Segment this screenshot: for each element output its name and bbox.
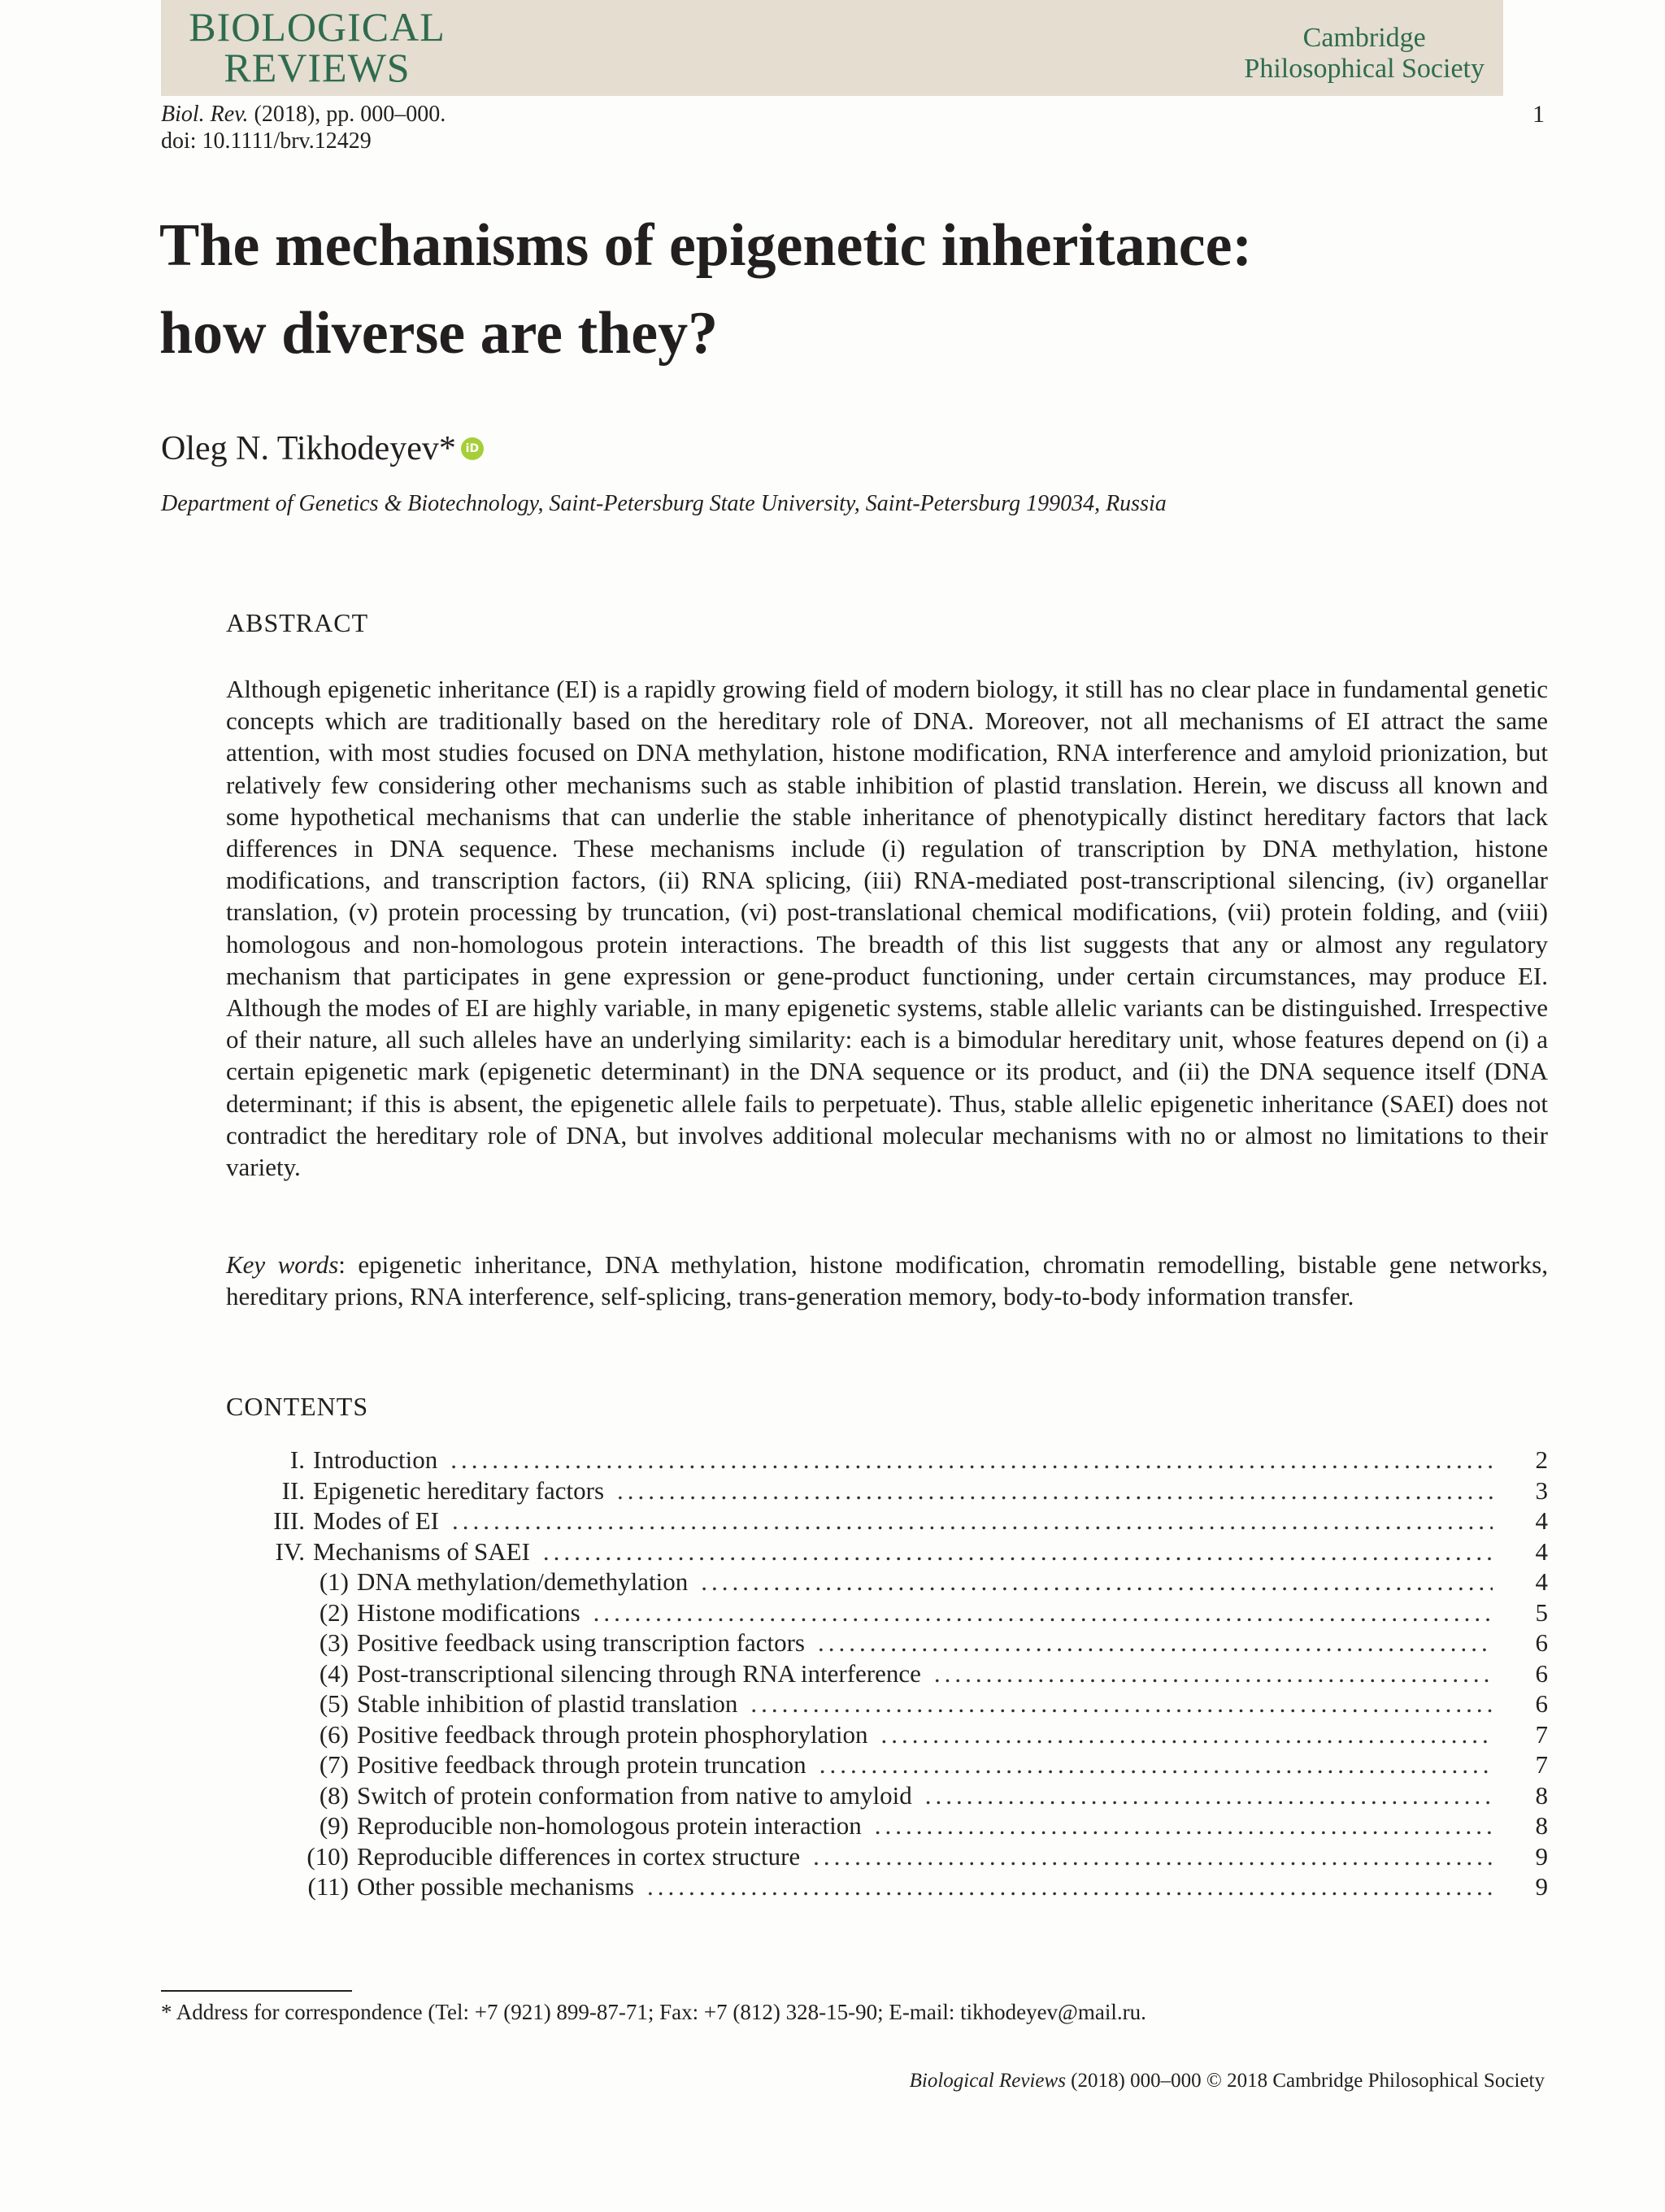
toc-entry-title[interactable]: Histone modifications [357, 1597, 580, 1627]
toc-leader-dots [452, 1506, 1493, 1536]
toc-entry-page: 6 [1535, 1689, 1548, 1718]
contents-heading: CONTENTS [226, 1392, 369, 1421]
toc-entry[interactable] [226, 1537, 1548, 1568]
toc-entry-title[interactable]: Epigenetic hereditary factors [313, 1475, 605, 1505]
toc-leader-dots [819, 1750, 1493, 1780]
page-number: 1 [1532, 101, 1545, 128]
toc-entry[interactable] [226, 1720, 1548, 1751]
keywords-text: : epigenetic inheritance, DNA methylation, histone modification, chromatin remodelling, bistable gene networks, hereditary prions, RNA interference, self-splicing, trans-generation memory, body-to-body information transfer. [226, 1250, 1548, 1311]
toc-entry-title[interactable]: Introduction [313, 1445, 438, 1474]
article-title [159, 202, 1541, 377]
journal-logo [163, 4, 472, 90]
abstract-heading: ABSTRACT [226, 608, 369, 637]
toc-entry-number: (3) [319, 1628, 349, 1657]
toc-entry-title[interactable]: Other possible mechanisms [357, 1872, 634, 1901]
toc-entry-page: 8 [1535, 1780, 1548, 1810]
toc-entry-page: 3 [1535, 1475, 1548, 1505]
affiliation: Department of Genetics & Biotechnology, Saint-Petersburg State University, Saint-Petersburg 199034, Russia [161, 491, 1167, 516]
toc-entry-number: (8) [319, 1780, 349, 1810]
toc-entry[interactable] [226, 1750, 1548, 1781]
toc-entry[interactable] [226, 1628, 1548, 1659]
page-footer [910, 2070, 1545, 2092]
orcid-icon[interactable]: iD [461, 437, 484, 460]
toc-entry-title[interactable]: Reproducible differences in cortex structure [357, 1841, 801, 1871]
toc-entry[interactable] [226, 1506, 1548, 1537]
toc-entry-number: II. [281, 1475, 305, 1505]
toc-entry-page: 9 [1535, 1841, 1548, 1871]
toc-entry-title[interactable]: Positive feedback through protein phosphorylation [357, 1719, 868, 1749]
citation-block [161, 101, 446, 154]
abstract-text: Although epigenetic inheritance (EI) is a rapidly growing field of modern biology, it still has no clear place in fundamental genetic concepts which are traditionally based on the hereditary role of DNA. Moreover, not all mechanisms of EI attract the same attention, with most studies focused on DNA methylation, histone modification, RNA interference and amyloid prionization, but relatively few considering other mechanisms such as stable inhibition of plastid translation. Herein, we discuss all known and some hypothetical mechanisms that can underlie the stable inheritance of phenotypically distinct hereditary factors that lack differences in DNA sequence. These mechanisms include (i) regulation of transcription by DNA methylation, histone modifications, and transcription factors, (ii) RNA splicing, (iii) RNA-mediated post-transcriptional silencing, (iv) organellar translation, (v) protein processing by truncation, (vi) post-translational chemical modifications, (vii) protein folding, and (viii) homologous and non-homologous protein interactions. The breadth of this list suggests that any or almost any regulatory mechanism that participates in gene expression or gene-product functioning, under certain circumstances, may produce EI. Although the modes of EI are highly variable, in many epigenetic systems, stable allelic variants can be distinguished. Irrespective of their nature, all such alleles have an underlying similarity: each is a bimodular hereditary unit, whose features depend on (i) a certain epigenetic mark (epigenetic determinant) in the DNA sequence or its product, and (ii) the DNA sequence itself (DNA determinant; if this is absent, the epigenetic allele fails to perpetuate). Thus, stable allelic epigenetic inheritance (SAEI) does not contradict the hereditary role of DNA, but involves additional molecular mechanisms with no or almost no limitations to their variety. [226, 675, 1548, 1182]
toc-entry-number: (5) [319, 1689, 349, 1718]
journal-name-line2: REVIEWS [224, 45, 411, 90]
toc-leader-dots [543, 1537, 1493, 1567]
toc-entry[interactable] [226, 1842, 1548, 1873]
toc-leader-dots [593, 1598, 1493, 1627]
toc-entry-title[interactable]: Switch of protein conformation from native to amyloid [357, 1780, 912, 1810]
toc-leader-dots [701, 1567, 1493, 1597]
toc-entry-page: 9 [1535, 1872, 1548, 1901]
correspondence-footnote: * Address for correspondence (Tel: +7 (921) 899-87-71; Fax: +7 (812) 328-15-90; E-mail: tikhodeyev@mail.ru. [161, 2000, 1146, 2024]
toc-entry-page: 8 [1535, 1811, 1548, 1840]
toc-entry[interactable] [226, 1689, 1548, 1720]
toc-entry-number: (1) [319, 1567, 349, 1596]
journal-name-line1: BIOLOGICAL [189, 4, 446, 50]
toc-entry-number: (2) [319, 1597, 349, 1627]
toc-entry-page: 2 [1535, 1445, 1548, 1474]
toc-entry[interactable] [226, 1598, 1548, 1629]
toc-leader-dots [934, 1659, 1493, 1688]
toc-leader-dots [450, 1445, 1493, 1475]
toc-entry-number: (11) [307, 1872, 349, 1901]
toc-entry[interactable] [226, 1781, 1548, 1812]
citation-rest: (2018), pp. 000–000. [254, 102, 446, 127]
toc-entry-title[interactable]: Positive feedback using transcription factors [357, 1628, 805, 1657]
toc-leader-dots [813, 1842, 1493, 1871]
title-line2: how diverse are they? [159, 300, 719, 367]
toc-entry-page: 4 [1535, 1506, 1548, 1535]
toc-entry-page: 6 [1535, 1628, 1548, 1657]
toc-entry-title[interactable]: Mechanisms of SAEI [313, 1536, 530, 1566]
table-of-contents [226, 1445, 1548, 1903]
doi[interactable]: doi: 10.1111/brv.12429 [161, 128, 372, 154]
toc-leader-dots [881, 1720, 1493, 1749]
toc-entry[interactable] [226, 1659, 1548, 1690]
toc-entry-number: (4) [319, 1658, 349, 1688]
toc-entry-title[interactable]: Post-transcriptional silencing through RNA interference [357, 1658, 921, 1688]
toc-leader-dots [617, 1476, 1493, 1506]
toc-entry-number: III. [273, 1506, 305, 1535]
author-row [161, 429, 484, 468]
toc-leader-dots [818, 1628, 1493, 1658]
toc-entry-page: 6 [1535, 1658, 1548, 1688]
toc-entry-number: I. [289, 1445, 305, 1474]
toc-leader-dots [647, 1872, 1493, 1901]
toc-leader-dots [925, 1781, 1493, 1810]
toc-entry-title[interactable]: DNA methylation/demethylation [357, 1567, 689, 1596]
footer-journal: Biological Reviews [909, 2070, 1066, 2092]
toc-leader-dots [750, 1689, 1493, 1719]
toc-entry-number: (6) [319, 1719, 349, 1749]
toc-entry-page: 5 [1535, 1597, 1548, 1627]
toc-entry-page: 4 [1535, 1536, 1548, 1566]
society-logo [1244, 23, 1485, 85]
toc-entry-number: (9) [319, 1811, 349, 1840]
toc-entry[interactable] [226, 1872, 1548, 1903]
society-line2: Philosophical Society [1244, 54, 1485, 84]
citation-line [161, 101, 446, 128]
toc-entry-title[interactable]: Modes of EI [313, 1506, 439, 1535]
author-name: Oleg N. Tikhodeyev* [161, 430, 456, 467]
keywords [226, 1249, 1548, 1312]
toc-entry-number: IV. [275, 1536, 305, 1566]
footnote-divider [161, 1990, 352, 1992]
toc-entry[interactable] [226, 1567, 1548, 1598]
toc-entry-title[interactable]: Positive feedback through protein truncation [357, 1750, 806, 1779]
toc-entry-page: 7 [1535, 1750, 1548, 1779]
toc-entry-page: 4 [1535, 1567, 1548, 1596]
toc-entry-number: (7) [319, 1750, 349, 1779]
keywords-label: Key words [226, 1250, 339, 1279]
citation-journal: Biol. Rev. [161, 102, 249, 127]
toc-entry-number: (10) [306, 1841, 349, 1871]
title-line1: The mechanisms of epigenetic inheritance: [159, 212, 1253, 279]
toc-entry-page: 7 [1535, 1719, 1548, 1749]
toc-entry[interactable] [226, 1476, 1548, 1507]
toc-entry-title[interactable]: Reproducible non-homologous protein interaction [357, 1811, 862, 1840]
society-line1: Cambridge [1302, 23, 1426, 53]
toc-entry-title[interactable]: Stable inhibition of plastid translation [357, 1689, 738, 1718]
toc-leader-dots [875, 1811, 1493, 1840]
toc-entry[interactable] [226, 1811, 1548, 1842]
footer-copyright: (2018) 000–000 © 2018 Cambridge Philosophical Society [1071, 2070, 1545, 2092]
toc-entry[interactable] [226, 1445, 1548, 1476]
